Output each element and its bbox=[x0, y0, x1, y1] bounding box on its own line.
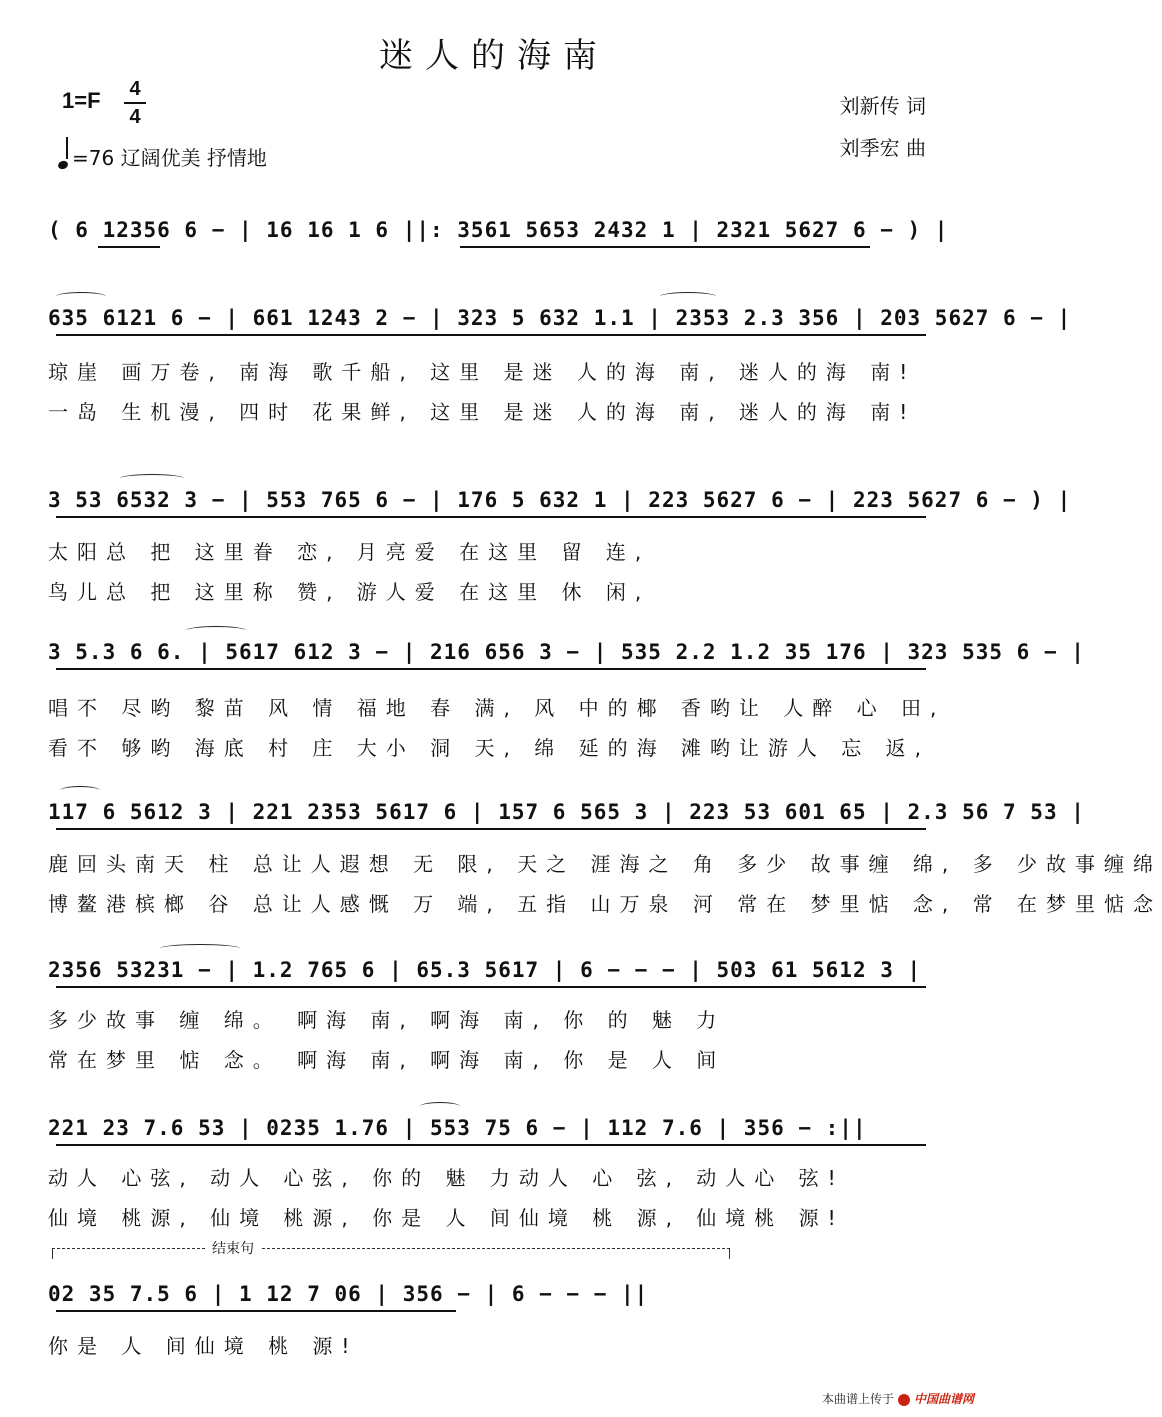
notation-line-2: 635 6121 6 − | 661 1243 2 − | 323 5 632 1.1 | 2353 2.3 356 | 203 5627 6 − | bbox=[48, 306, 1072, 330]
ending-label: 结束句 bbox=[206, 1238, 260, 1258]
lyrics-line-3a: 太阳总 把 这里眷 恋, 月亮爱 在这里 留 连, bbox=[48, 540, 651, 564]
slur bbox=[56, 292, 106, 301]
ending-bracket bbox=[52, 1248, 730, 1259]
tempo-marking bbox=[58, 142, 267, 171]
notation-line-3: 3 53 6532 3 − | 553 765 6 − | 176 5 632 1 | 223 5627 6 − | 223 5627 6 − ) | bbox=[48, 488, 1072, 512]
notation-line-6: 2356 53231 − | 1.2 765 6 | 65.3 5617 | 6 − − − | 503 61 5612 3 | bbox=[48, 958, 922, 982]
footer-credit bbox=[822, 1390, 974, 1407]
quarter-note-icon bbox=[57, 160, 69, 171]
lyrics-line-7b: 仙境 桃源, 仙境 桃源, 你是 人 间仙境 桃 源, 仙境桃 源! bbox=[48, 1206, 845, 1230]
lyrics-line-4a: 唱不 尽哟 黎苗 风 情 福地 春 满, 风 中的椰 香哟让 人醉 心 田, bbox=[48, 696, 946, 720]
composer-credit: 刘季宏 曲 bbox=[839, 136, 926, 160]
site-logo-icon bbox=[898, 1394, 910, 1406]
slur bbox=[60, 786, 100, 795]
slur bbox=[120, 474, 184, 483]
beam bbox=[56, 828, 926, 830]
beam bbox=[56, 1144, 926, 1146]
notation-line-8: 02 35 7.5 6 | 1 12 7 06 | 356 − | 6 − − − || bbox=[48, 1282, 649, 1306]
slur bbox=[420, 1102, 460, 1111]
beam bbox=[56, 516, 926, 518]
beam bbox=[56, 334, 926, 336]
quarter-note-stem bbox=[66, 137, 68, 159]
notation-line-4: 3 5.3 6 6. | 5617 612 3 − | 216 656 3 − | 535 2.2 1.2 35 176 | 323 535 6 − | bbox=[48, 640, 1085, 664]
beam bbox=[460, 246, 870, 248]
lyrics-line-7a: 动人 心弦, 动人 心弦, 你的 魅 力动人 心 弦, 动人心 弦! bbox=[48, 1166, 845, 1190]
time-signature-top: 4 bbox=[129, 78, 141, 100]
beam bbox=[98, 246, 160, 248]
time-signature-bottom: 4 bbox=[129, 106, 141, 128]
lyrics-line-5a: 鹿回头南天 柱 总让人遐想 无 限, 天之 涯海之 角 多少 故事缠 绵, 多 少故事缠绵 bbox=[48, 852, 1162, 876]
beam bbox=[56, 986, 926, 988]
slur bbox=[160, 944, 240, 953]
tempo-text: =76 辽阔优美 抒情地 bbox=[72, 146, 267, 170]
lyrics-line-4b: 看不 够哟 海底 村 庄 大小 洞 天, 绵 延的海 滩哟让游人 忘 返, bbox=[48, 736, 931, 760]
slur bbox=[660, 292, 716, 301]
lyrics-line-6b: 常在梦里 惦 念。 啊海 南, 啊海 南, 你 是 人 间 bbox=[48, 1048, 726, 1072]
lyrics-line-6a: 多少故事 缠 绵。 啊海 南, 啊海 南, 你 的 魅 力 bbox=[48, 1008, 726, 1032]
notation-line-7: 221 23 7.6 53 | 0235 1.76 | 553 75 6 − | 112 7.6 | 356 − :|| bbox=[48, 1116, 867, 1140]
lyrics-line-2b: 一岛 生机漫, 四时 花果鲜, 这里 是迷 人的海 南, 迷人的海 南! bbox=[48, 400, 917, 424]
notation-line-5: 117 6 5612 3 | 221 2353 5617 6 | 157 6 565 3 | 223 53 601 65 | 2.3 56 7 53 | bbox=[48, 800, 1085, 824]
lyrics-line-3b: 鸟儿总 把 这里称 赞, 游人爱 在这里 休 闲, bbox=[48, 580, 651, 604]
lyrics-line-8: 你是 人 间仙境 桃 源! bbox=[48, 1334, 359, 1358]
lyrics-line-2a: 琼崖 画万卷, 南海 歌千船, 这里 是迷 人的海 南, 迷人的海 南! bbox=[48, 360, 917, 384]
slur bbox=[186, 626, 246, 635]
beam bbox=[56, 668, 926, 670]
lyrics-line-5b: 博鳌港槟榔 谷 总让人感慨 万 端, 五指 山万泉 河 常在 梦里惦 念, 常 在梦里惦念 bbox=[48, 892, 1162, 916]
song-title: 迷人的海南 bbox=[379, 36, 609, 76]
footer-text: 本曲谱上传于 bbox=[821, 1392, 894, 1406]
footer-site: 中国曲谱网 bbox=[913, 1392, 974, 1406]
beam bbox=[56, 1310, 456, 1312]
lyricist-credit: 刘新传 词 bbox=[839, 94, 926, 118]
key-signature: 1=F bbox=[62, 88, 101, 113]
notation-line-1: ( 6 12356 6 − | 16 16 1 6 ||: 3561 5653 2432 1 | 2321 5627 6 − ) | bbox=[48, 218, 949, 242]
time-signature bbox=[120, 76, 150, 130]
